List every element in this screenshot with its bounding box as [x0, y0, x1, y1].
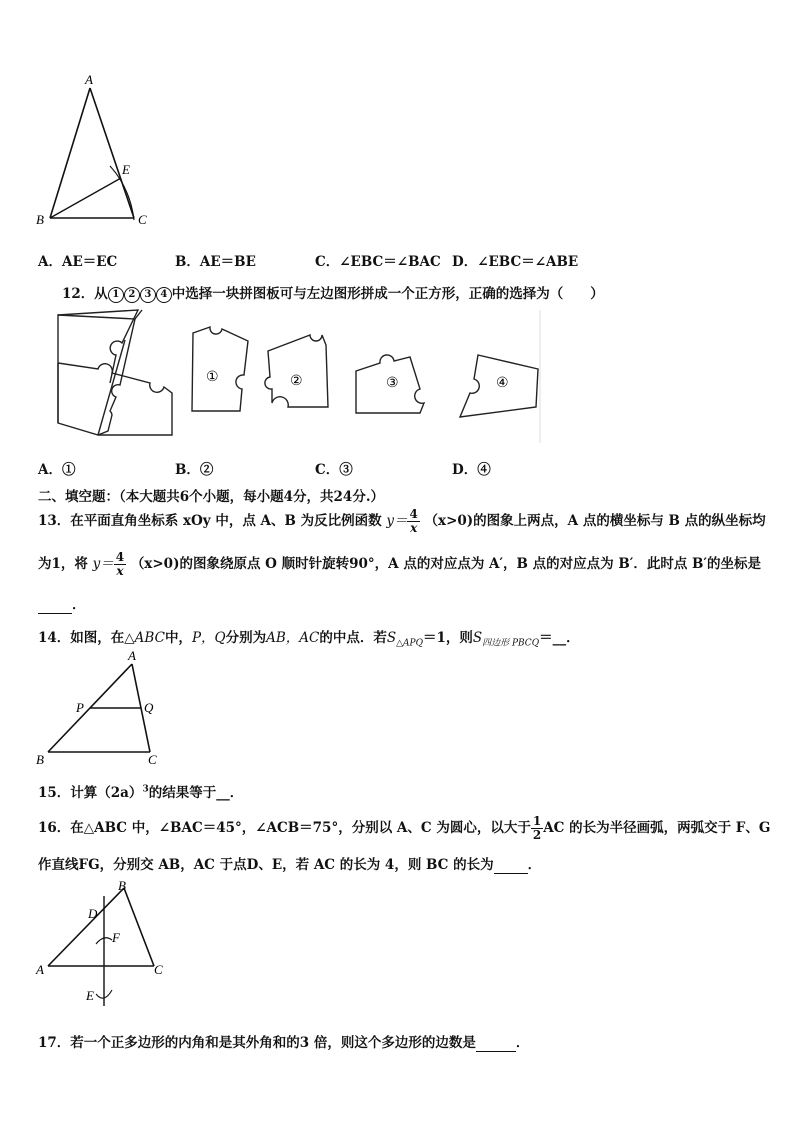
circled-3: 3 [140, 287, 156, 303]
svg-text:B: B [118, 878, 126, 893]
puzzle-label-3: ③ [386, 376, 399, 391]
section-heading-fill-in: 二、填空题：（本大题共6个小题，每小题4分，共24分.） [38, 489, 385, 505]
q12-stem-text: 中选择一块拼图板可与左边图形拼成一个正方形，正确的选择为（ ） [171, 286, 604, 302]
q13-text-3: 为1，将 [38, 556, 88, 572]
puzzle-label-4: ④ [496, 376, 509, 391]
q14-stem: 14．如图，在△ABC中，P，Q分别为AB，AC的中点．若$S_{\triangle APQ}=1$，则$S_{四边形 PBCQ}=\_\_$． [38, 630, 580, 649]
svg-text:Q: Q [144, 700, 154, 715]
q12-option-c[interactable]: C．③ [315, 462, 353, 478]
svg-text:P: P [76, 700, 84, 715]
q13-fraction-2: $\frac{4}{x}$ [115, 550, 125, 578]
q13-line1 [38, 508, 766, 535]
circled-4: 4 [156, 287, 172, 303]
q12-option-a[interactable]: A．① [38, 462, 76, 478]
puzzle-base-shape [58, 315, 135, 435]
svg-text:E: E [86, 988, 94, 1003]
puzzle-label-1: ① [206, 370, 219, 385]
q11-option-b[interactable]: B．AE＝BE [175, 254, 256, 270]
q11-option-a[interactable]: A．AE＝EC [38, 254, 118, 270]
q13-text-4: （x>0)的图象绕原点 O 顺时针旋转90°，A 点的对应点为 A′，B 点的对应点为 B′．此时点 B′的坐标是 [130, 556, 762, 572]
q13-fraction: $\frac{4}{x}$ [409, 507, 418, 535]
svg-text:A: A [128, 648, 136, 663]
q12-stem [62, 282, 604, 303]
q16-answer-blank[interactable] [494, 857, 528, 874]
q13-line3: ． [38, 593, 86, 614]
label-c: C [138, 212, 147, 227]
svg-text:C: C [154, 962, 163, 977]
svg-text:C: C [148, 752, 157, 767]
q12-option-b[interactable]: B．② [175, 462, 214, 478]
q16-line1: 16．在△ABC 中，∠BAC＝45°，∠ACB＝75°，分别以 A、C 为圆心，以大于 $\frac{1}{2}$ AC 的长为半径画弧，两弧交于 F、G [38, 814, 771, 842]
q17-stem: 17．若一个正多边形的内角和是其外角和的3 倍，则这个多边形的边数是 ． [38, 1035, 530, 1051]
label-a: A [85, 72, 93, 87]
q15-stem: 15．计算$(2a)^3$的结果等于__． [38, 784, 244, 801]
q16-fraction: $\frac{1}{2}$ [532, 814, 542, 842]
svg-text:A: A [36, 962, 44, 977]
circled-2: 2 [124, 287, 140, 303]
figure-q14-triangle [34, 648, 174, 770]
circled-1: 1 [108, 287, 124, 303]
svg-text:D: D [88, 906, 98, 921]
figure-q12-puzzle [50, 305, 550, 450]
segment-ac [90, 88, 134, 218]
label-e: E [122, 162, 130, 177]
q13-y-eq: y＝ [386, 513, 408, 529]
q13-answer-blank[interactable] [38, 597, 72, 614]
svg-text:F: F [112, 930, 120, 945]
q13-y-eq-2: y＝ [92, 556, 114, 572]
label-b: B [36, 212, 44, 227]
puzzle-piece-1[interactable] [192, 327, 248, 411]
q13-line2 [38, 551, 761, 578]
figure-q11-triangle [30, 70, 160, 230]
puzzle-piece-2[interactable] [265, 335, 328, 407]
q12-option-d[interactable]: D．④ [452, 462, 491, 478]
q13-text-2: （x>0)的图象上两点，A 点的横坐标与 B 点的纵坐标均 [424, 513, 766, 529]
q17-answer-blank[interactable] [476, 1035, 516, 1052]
svg-text:B: B [36, 752, 44, 767]
q11-option-d[interactable]: D．∠EBC＝∠ABE [452, 254, 579, 270]
q13-text-1: 13．在平面直角坐标系 xOy 中，点 A、B 为反比例函数 [38, 513, 382, 529]
figure-q16-construction [34, 878, 174, 1008]
puzzle-label-2: ② [290, 374, 303, 389]
q12-number: 12．从 [62, 286, 108, 302]
q16-line2: 作直线FG，分别交 AB，AC 于点D、E，若 AC 的长为 4，则 BC 的长为 ． [38, 857, 542, 873]
q11-option-c[interactable]: C．∠EBC＝∠BAC [315, 254, 441, 270]
